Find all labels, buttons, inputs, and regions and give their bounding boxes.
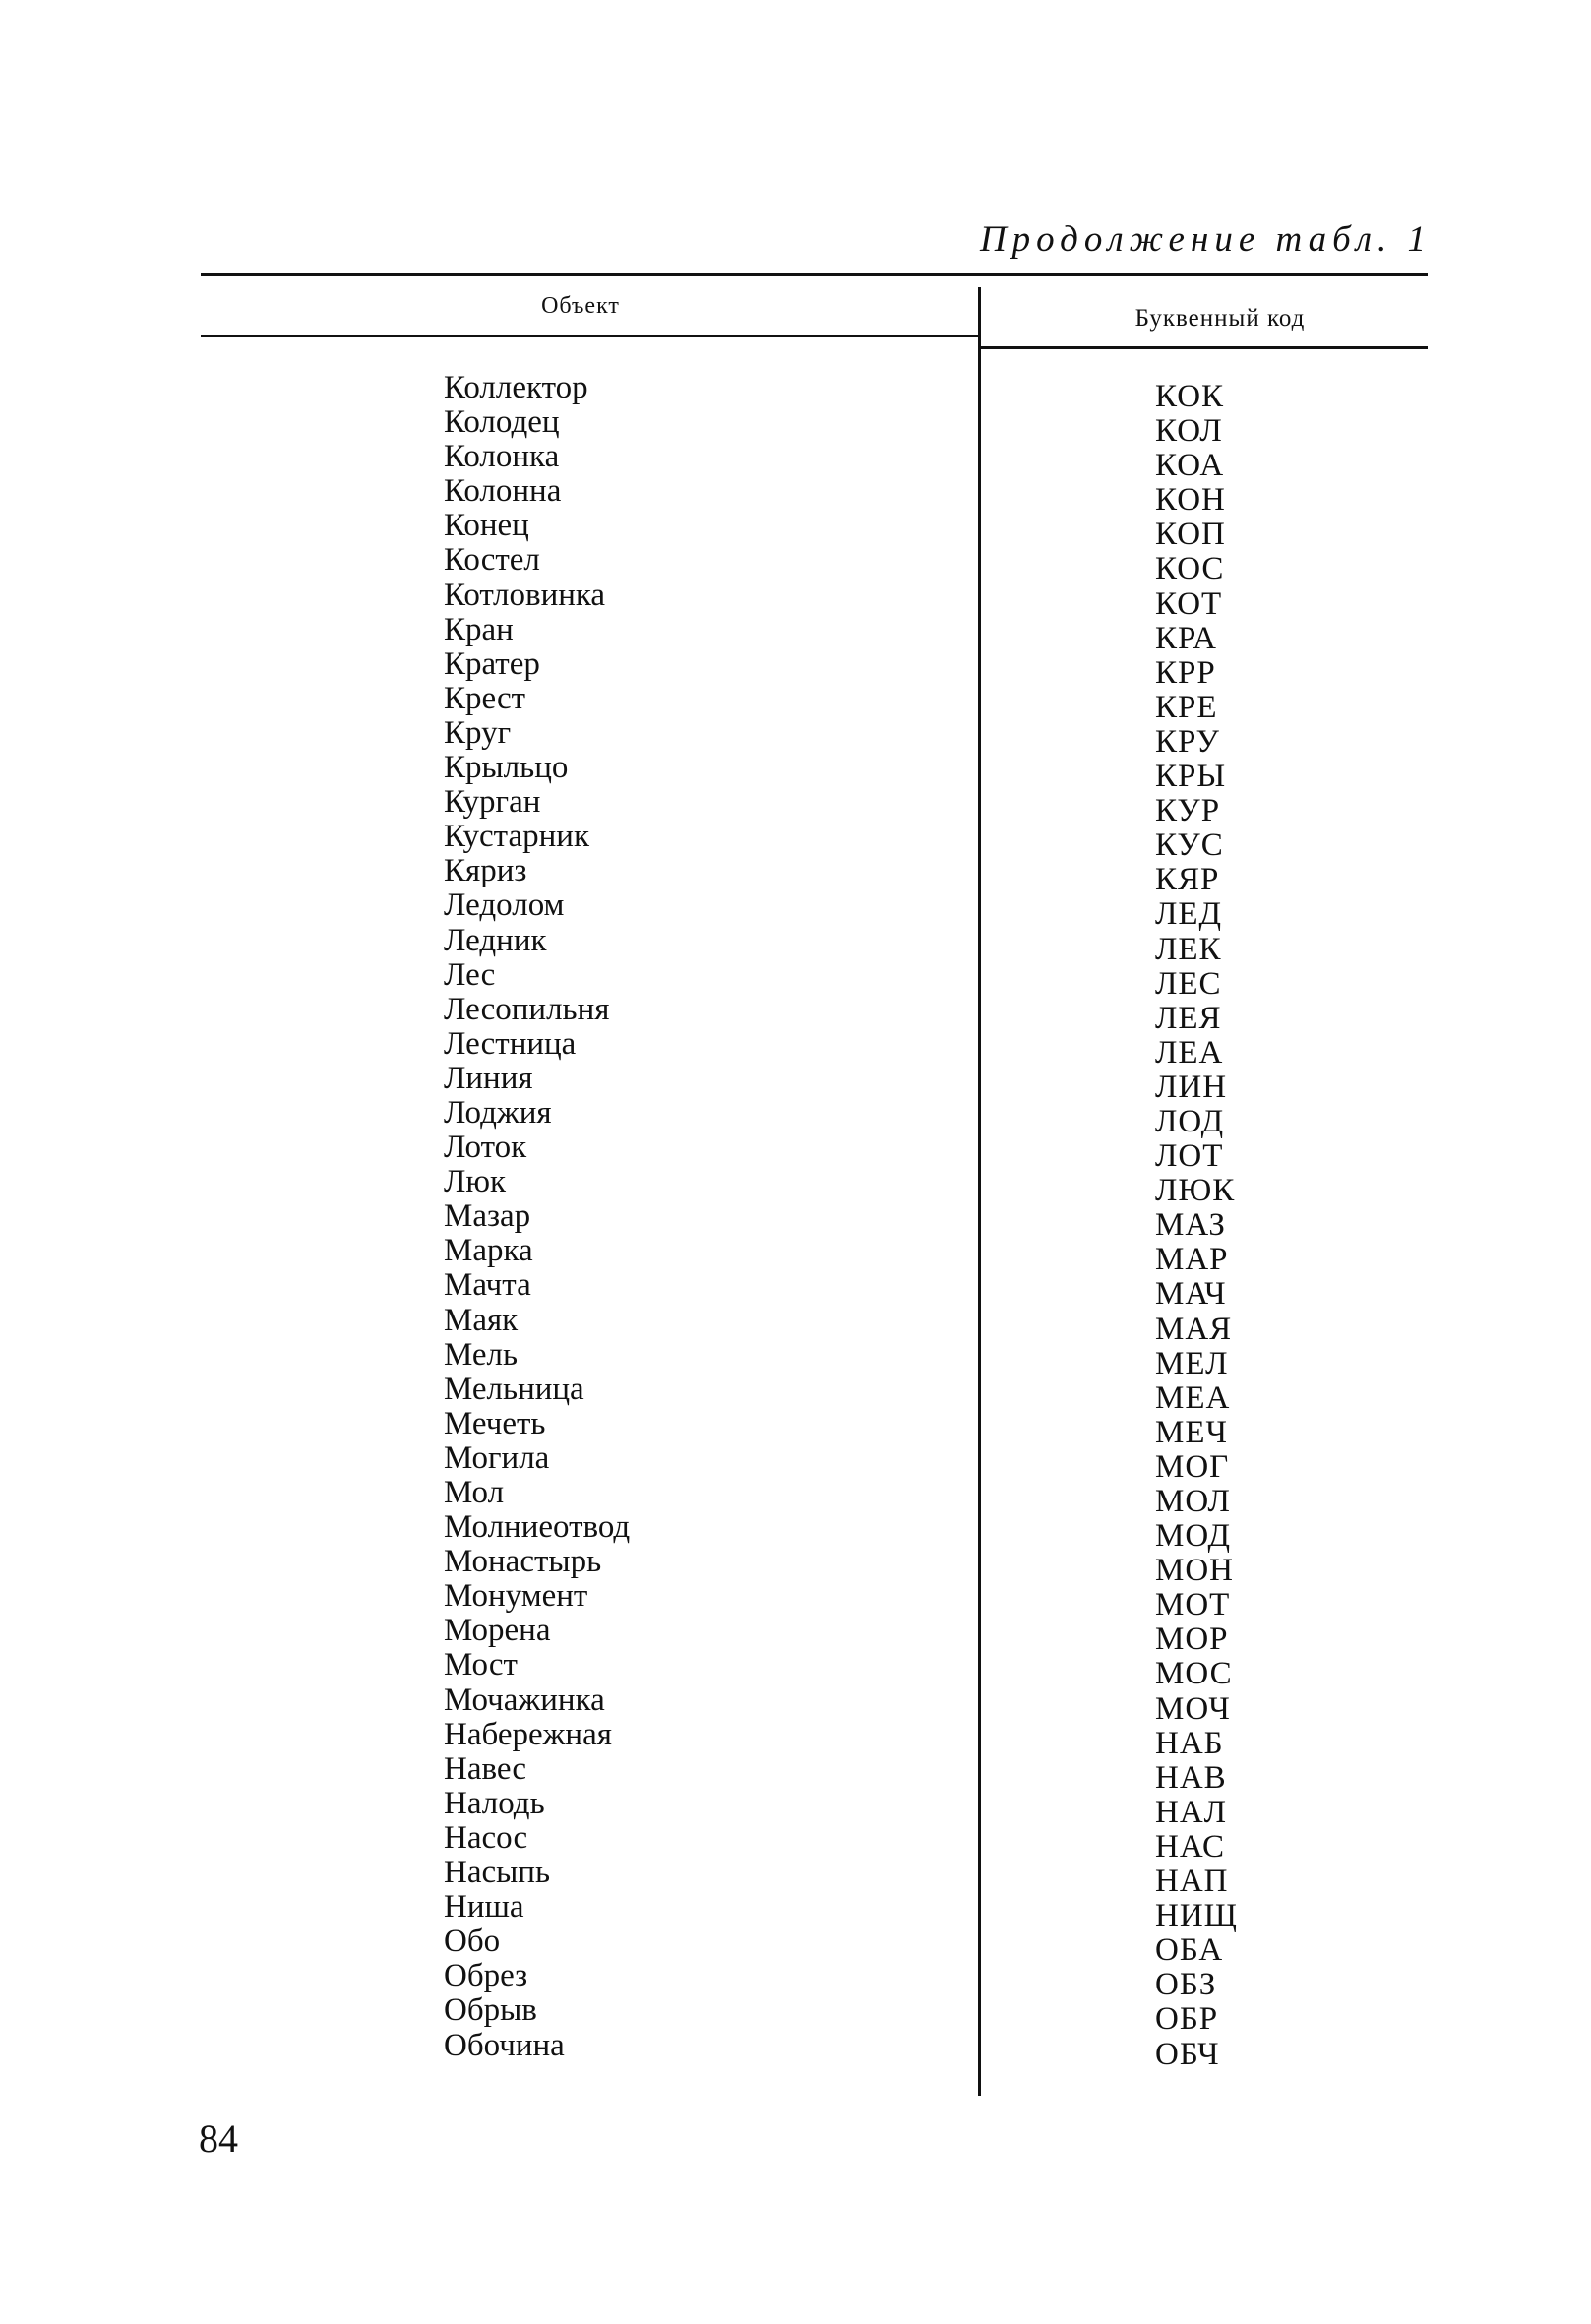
object-cell: Мельница <box>444 1371 584 1407</box>
code-cell: МЕА <box>1155 1379 1231 1416</box>
object-cell: Обо <box>444 1924 501 1960</box>
code-cell: КЯР <box>1155 862 1220 898</box>
object-cell: Могила <box>444 1439 550 1476</box>
object-cell: Линия <box>444 1060 533 1096</box>
code-cell: КУС <box>1155 827 1224 864</box>
object-cell: Коллектор <box>444 370 588 405</box>
code-cell: НАП <box>1155 1864 1229 1900</box>
code-cell: ОБА <box>1155 1932 1224 1969</box>
object-cell: Кустарник <box>444 819 590 855</box>
code-cell: ЛЮК <box>1155 1173 1236 1209</box>
code-cell: МОТ <box>1155 1587 1231 1623</box>
object-cell: Мечеть <box>444 1405 546 1441</box>
object-cell: Молниеотвод <box>444 1509 631 1546</box>
code-cell: МАЗ <box>1155 1207 1226 1244</box>
code-cell: МАЧ <box>1155 1276 1227 1313</box>
object-cell: Монастырь <box>444 1544 602 1580</box>
column-divider <box>978 287 981 2096</box>
code-cell: МОР <box>1155 1621 1229 1658</box>
table-caption: Продолжение табл. 1 <box>979 219 1432 260</box>
object-cell: Мазар <box>444 1198 531 1235</box>
object-cell: Ледолом <box>444 887 565 924</box>
object-cell: Лесопильня <box>444 991 610 1027</box>
code-cell: МОС <box>1155 1656 1233 1692</box>
object-cell: Обочина <box>444 2027 565 2063</box>
code-column <box>1155 380 1238 2072</box>
object-cell: Крыльцо <box>444 750 569 786</box>
header-code: Буквенный код <box>1134 305 1306 332</box>
object-cell: Кяриз <box>444 853 527 889</box>
object-cell: Лоток <box>444 1130 527 1166</box>
object-cell: Ледник <box>444 922 547 958</box>
code-cell: КРУ <box>1155 723 1220 760</box>
code-cell: НИЩ <box>1155 1898 1238 1934</box>
code-cell: КОН <box>1155 482 1226 519</box>
code-cell: ОБР <box>1155 2001 1219 2038</box>
object-cell: Мель <box>444 1336 519 1373</box>
object-cell: Кран <box>444 611 514 647</box>
object-cell: Колонка <box>444 439 560 475</box>
object-cell: Люк <box>444 1164 507 1200</box>
object-cell: Морена <box>444 1613 551 1649</box>
object-cell: Маяк <box>444 1302 519 1338</box>
code-cell: НАБ <box>1155 1725 1224 1761</box>
code-cell: НАЛ <box>1155 1794 1228 1830</box>
object-cell: Обрез <box>444 1958 528 1994</box>
code-cell: КОА <box>1155 448 1225 484</box>
header-rule-left <box>201 335 980 337</box>
code-cell: КОС <box>1155 551 1225 587</box>
object-cell: Набережная <box>444 1716 612 1752</box>
code-cell: МОЧ <box>1155 1690 1231 1727</box>
code-cell: МАР <box>1155 1242 1229 1278</box>
code-cell: МАЯ <box>1155 1311 1233 1347</box>
code-cell: ЛЕС <box>1155 965 1222 1002</box>
object-cell: Конец <box>444 508 529 544</box>
code-cell: ЛЕД <box>1155 896 1223 933</box>
code-cell: ЛЕЯ <box>1155 1000 1222 1036</box>
code-cell: ОБЗ <box>1155 1967 1217 2003</box>
object-cell: Налодь <box>444 1785 545 1821</box>
code-cell: ЛЕА <box>1155 1034 1224 1070</box>
object-cell: Ниша <box>444 1889 524 1926</box>
code-cell: КОЛ <box>1155 413 1223 450</box>
code-cell: ОБЧ <box>1155 2036 1220 2072</box>
object-cell: Мачта <box>444 1267 531 1304</box>
object-cell: Мочажинка <box>444 1682 605 1718</box>
object-cell: Котловинка <box>444 577 606 613</box>
code-cell: ЛИН <box>1155 1069 1228 1105</box>
code-cell: КРА <box>1155 620 1217 656</box>
top-rule <box>201 273 1428 276</box>
object-cell: Насос <box>444 1819 528 1856</box>
code-cell: КУР <box>1155 793 1221 829</box>
code-cell: МОЛ <box>1155 1484 1231 1519</box>
code-cell: КРР <box>1155 654 1216 691</box>
page-number: 84 <box>199 2116 238 2161</box>
object-cell: Круг <box>444 714 512 751</box>
code-cell: КОТ <box>1155 585 1223 622</box>
code-cell: ЛОД <box>1155 1103 1225 1139</box>
code-cell: КОП <box>1155 517 1226 553</box>
code-cell: ЛОТ <box>1155 1138 1224 1175</box>
code-cell: МЕЧ <box>1155 1414 1228 1450</box>
code-cell: МОН <box>1155 1553 1235 1589</box>
code-cell: КРЫ <box>1155 759 1227 795</box>
object-cell: Марка <box>444 1233 533 1269</box>
object-cell: Мост <box>444 1647 518 1683</box>
header-rule-right <box>980 346 1428 349</box>
code-cell: ЛЕК <box>1155 931 1222 967</box>
code-cell: КРЕ <box>1155 689 1218 725</box>
object-cell: Курган <box>444 784 541 821</box>
code-cell: МОД <box>1155 1518 1232 1555</box>
header-object: Объект <box>541 293 620 319</box>
object-cell: Лестница <box>444 1025 577 1062</box>
object-cell: Обрыв <box>444 1992 537 2029</box>
code-cell: НАС <box>1155 1828 1226 1865</box>
object-cell: Лоджия <box>444 1094 552 1131</box>
object-cell: Навес <box>444 1750 526 1787</box>
object-cell: Костел <box>444 542 540 579</box>
object-cell: Кратер <box>444 645 540 682</box>
object-cell: Крест <box>444 680 526 716</box>
code-cell: КОК <box>1155 379 1225 414</box>
object-column <box>444 371 630 2063</box>
object-cell: Лес <box>444 956 496 993</box>
object-cell: Колодец <box>444 404 560 441</box>
object-cell: Колонна <box>444 473 562 510</box>
object-cell: Монумент <box>444 1578 588 1615</box>
object-cell: Мол <box>444 1475 505 1510</box>
object-cell: Насыпь <box>444 1855 551 1891</box>
code-cell: МОГ <box>1155 1448 1230 1485</box>
code-cell: МЕЛ <box>1155 1345 1229 1381</box>
code-cell: НАВ <box>1155 1759 1227 1796</box>
